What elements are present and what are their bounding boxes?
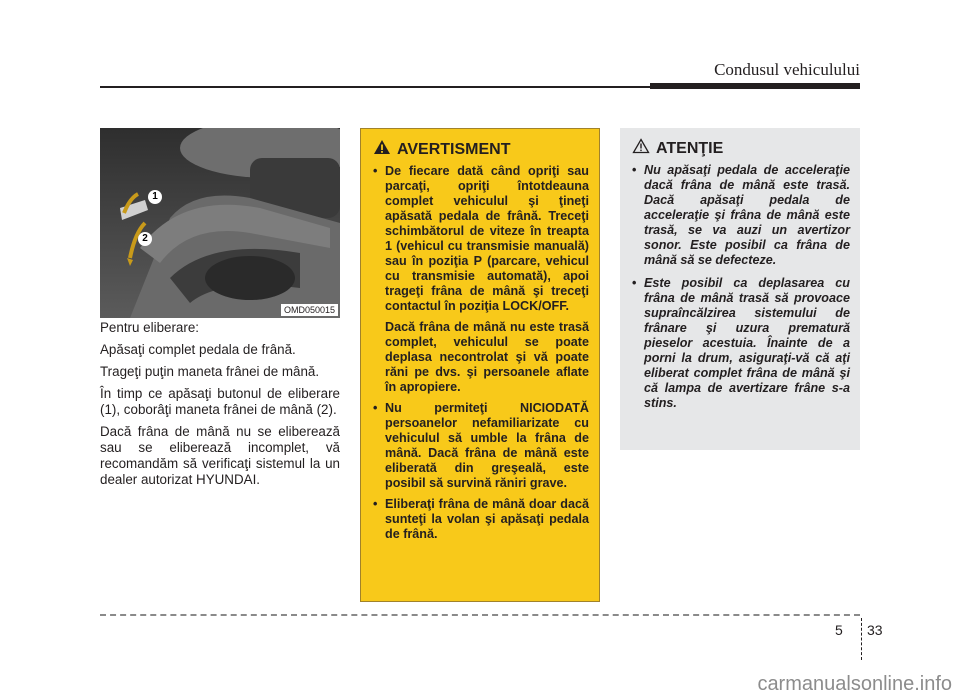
caution-box [620, 128, 860, 450]
watermark: carmanualsonline.info [757, 673, 952, 695]
warning-item [373, 401, 589, 491]
paragraph: Apăsaţi complet pedala de frână. [100, 342, 296, 357]
release-instructions [100, 320, 340, 494]
caution-text: Este posibil ca deplasarea cu frâna de mână trasă să provoace supraîncălzirea sistemului de frânare şi uzura prematură pieselor acestuia. Înainte de a porni la drum, asiguraţi-vă că aţi eliberat complet frâna de mână şi că lampa de avertizare frâne s-a stins. [644, 276, 850, 410]
warning-text: Nu permiteţi NICIODATĂ persoanelor nefamiliarizate cu vehiculul să umble la frâna de mână. Dacă frâna de mână este eliberată din greşeală, este posibil să survină răniri grave. [385, 401, 589, 490]
warning-text: Eliberaţi frâna de mână doar dacă sunteţi la volan şi apăsaţi pedala de frână. [385, 497, 589, 541]
paragraph: Dacă frâna de mână nu se eliberează sau se eliberează incomplet, vă recomandăm să verificaţi sistemul la un dealer autorizat HYUNDAI. [100, 424, 340, 487]
warning-item [373, 164, 589, 395]
bullet: • [373, 497, 378, 511]
bullet: • [373, 164, 378, 178]
caution-header [632, 138, 850, 159]
callout-1-badge: 1 [148, 190, 162, 204]
caution-list [632, 163, 850, 411]
callout-2-badge: 2 [138, 232, 152, 246]
caution-triangle-icon [632, 138, 650, 159]
bullet: • [373, 401, 378, 415]
photo-code: OMD050015 [281, 304, 338, 316]
caution-item [632, 163, 850, 268]
caution-item [632, 276, 850, 411]
caution-title: ATENŢIE [656, 139, 724, 157]
warning-list [373, 164, 589, 542]
footer-rule [100, 614, 860, 616]
warning-text: De fiecare dată când opriţi sau parcaţi, opriţi întotdeauna complet vehiculul şi ţineţi apăsată pedala de frână. Treceţi schimbătorul de viteze în treapta 1 (vehicul cu transmisie manuală) sau în poziţia P (parcare, vehicul cu transmisie automată), apoi trageţi frâna de mână şi treceţi contactul în poziţia LOCK/OFF. [385, 164, 589, 313]
paragraph: În timp ce apăsaţi butonul de eliberare (1), coborâţi maneta frânei de mână (2). [100, 386, 340, 417]
paragraph: Trageţi puţin maneta frânei de mână. [100, 364, 320, 379]
warning-title: AVERTISMENT [397, 140, 511, 158]
warning-text: Dacă frâna de mână nu este trasă complet, vehiculul se poate deplasa necontrolat şi vă poate răni pe dvs. şi persoanele aflate în apropiere. [385, 320, 589, 394]
chapter-number: 5 [835, 622, 843, 638]
warning-header [373, 139, 589, 160]
warning-box [360, 128, 600, 602]
bullet: • [632, 276, 637, 290]
page-number: 33 [867, 622, 883, 638]
page-divider [861, 618, 862, 660]
paragraph: Pentru eliberare: [100, 320, 199, 335]
header-title: Condusul vehiculului [714, 60, 860, 79]
handbrake-illustration [100, 128, 340, 318]
header-rule-accent [650, 83, 860, 89]
caution-text: Nu apăsaţi pedala de acceleraţie dacă frâna de mână este trasă. Dacă apăsaţi pedala de acceleraţie şi frâna de mână este trasă, se va auzi un avertizor sonor. Este posibil ca frâna de mână să se defecteze. [644, 163, 850, 267]
warning-triangle-icon [373, 139, 391, 160]
handbrake-photo [100, 128, 340, 318]
warning-item [373, 497, 589, 542]
bullet: • [632, 163, 637, 177]
